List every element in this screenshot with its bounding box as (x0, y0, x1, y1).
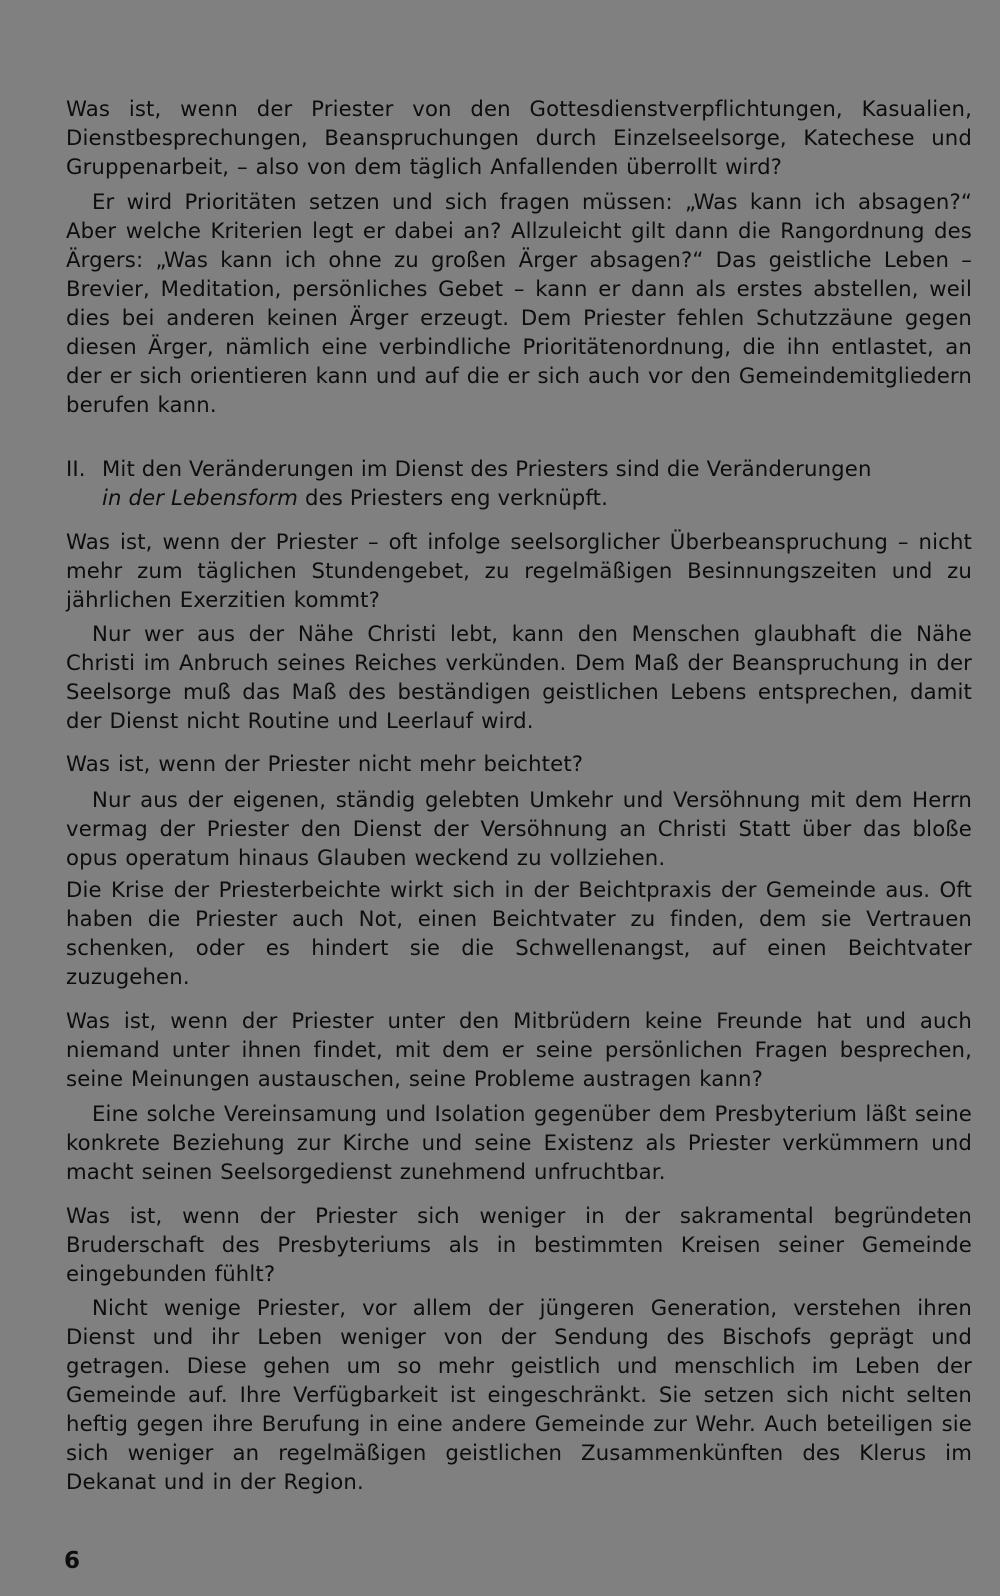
section-statement (102, 454, 972, 512)
section-text-italic: in der Lebensform (102, 485, 299, 510)
section-heading-ii (66, 454, 972, 512)
paragraph-question-2: Was ist, wenn der Priester – oft infolge seelsorglicher Überbeanspruchung – nicht mehr zum täglichen Stundengebet, zu regelmäßigen Besinnungszeiten und zu jährlichen Exerzitien kommt? (66, 529, 972, 612)
question-bruderschaft (66, 1201, 972, 1288)
section-text-before: Mit den Veränderungen im Dienst des Priesters sind die Veränderungen (102, 456, 872, 481)
paragraph-question-4: Was ist, wenn der Priester unter den Mitbrüdern keine Freunde hat und auch niemand unter ihnen findet, mit dem er seine persönlichen Fragen besprechen, seine Meinungen austauschen, seine Probleme austragen kann? (66, 1008, 972, 1091)
answer-bruderschaft (66, 1293, 972, 1496)
answer-stundengebet (66, 619, 972, 735)
paragraph-answer-5: Nicht wenige Priester, vor allem der jüngeren Generation, verstehen ihren Dienst und ihr Leben weniger von der Sendung des Bischofs geprägt und getragen. Diese gehen um so mehr geistlich und menschlich im Leben der Gemeinde auf. Ihre Verfügbarkeit ist eingeschränkt. Sie setzen sich nicht selten heftig gegen ihre Berufung in eine andere Gemeinde zur Wehr. Auch beteiligen sie sich weniger an regelmäßigen geistlichen Zusammenkünften des Klerus im Dekanat und in der Region. (66, 1295, 972, 1494)
paragraph-answer-4: Eine solche Vereinsamung und Isolation gegenüber dem Presbyterium läßt seine konkrete Beziehung zur Kirche und seine Existenz als Priester verkümmern und macht seinen Seelsorgedienst zunehmend unfruchtbar. (66, 1101, 972, 1184)
answer-freunde (66, 1099, 972, 1186)
question-stundengebet (66, 527, 972, 614)
question-prioritaeten (66, 94, 972, 181)
paragraph-answer-3: Nur aus der eigenen, ständig gelebten Umkehr und Versöhnung mit dem Herrn vermag der Priester den Dienst der Versöhnung an Christi Statt über das bloße opus operatum hinaus Glauben weckend zu vollziehen. (66, 787, 972, 870)
section-number: II. (66, 456, 86, 481)
paragraph-answer-1: Er wird Prioritäten setzen und sich fragen müssen: „Was kann ich absagen?“ Aber welche Kriterien legt er dabei an? Allzuleicht gilt dann die Rangordnung des Ärgers: „Was kann ich ohne zu großen Ärger absagen?“ Das geistliche Leben – Brevier, Meditation, persönliches Gebet – kann er dann als erstes abstellen, weil dies bei anderen keinen Ärger erzeugt. Dem Priester fehlen Schutzzäune gegen diesen Ärger, nämlich eine verbindliche Prioritätenordnung, die ihn entlastet, an der er sich orientieren kann und auf die er sich auch vor den Gemeindemitgliedern berufen kann. (66, 189, 972, 417)
question-freunde (66, 1006, 972, 1093)
answer-beichte (66, 785, 972, 991)
paragraph-answer-3b: Die Krise der Priesterbeichte wirkt sich in der Beichtpraxis der Gemeinde aus. Oft haben die Priester auch Not, einen Beichtvater zu finden, dem sie Vertrauen schenken, oder es hindert sie die Schwellenangst, auf einen Beichtvater zuzugehen. (66, 877, 972, 989)
section-text-after: des Priesters eng verknüpft. (304, 485, 608, 510)
paragraph-question-3: Was ist, wenn der Priester nicht mehr beichtet? (66, 751, 584, 776)
paragraph-answer-2: Nur wer aus der Nähe Christi lebt, kann den Menschen glaubhaft die Nähe Christi im Anbruch seines Reiches verkünden. Dem Maß der Beanspruchung in der Seelsorge muß das Maß des beständigen geistlichen Lebens entsprechen, damit der Dienst nicht Routine und Leerlauf wird. (66, 621, 972, 733)
question-beichte (66, 749, 972, 778)
paragraph-question-1: Was ist, wenn der Priester von den Gottesdienstverpflichtungen, Kasualien, Dienstbesprechungen, Beanspruchungen durch Einzelseelsorge, Katechese und Gruppenarbeit, – also von dem täglich Anfallenden überrollt wird? (66, 96, 972, 179)
answer-prioritaeten (66, 187, 972, 419)
page-number: 6 (64, 1548, 81, 1574)
paragraph-question-5: Was ist, wenn der Priester sich weniger in der sakramental begründeten Bruderschaft des Presbyteriums als in bestimmten Kreisen seiner Gemeinde eingebunden fühlt? (66, 1203, 972, 1286)
